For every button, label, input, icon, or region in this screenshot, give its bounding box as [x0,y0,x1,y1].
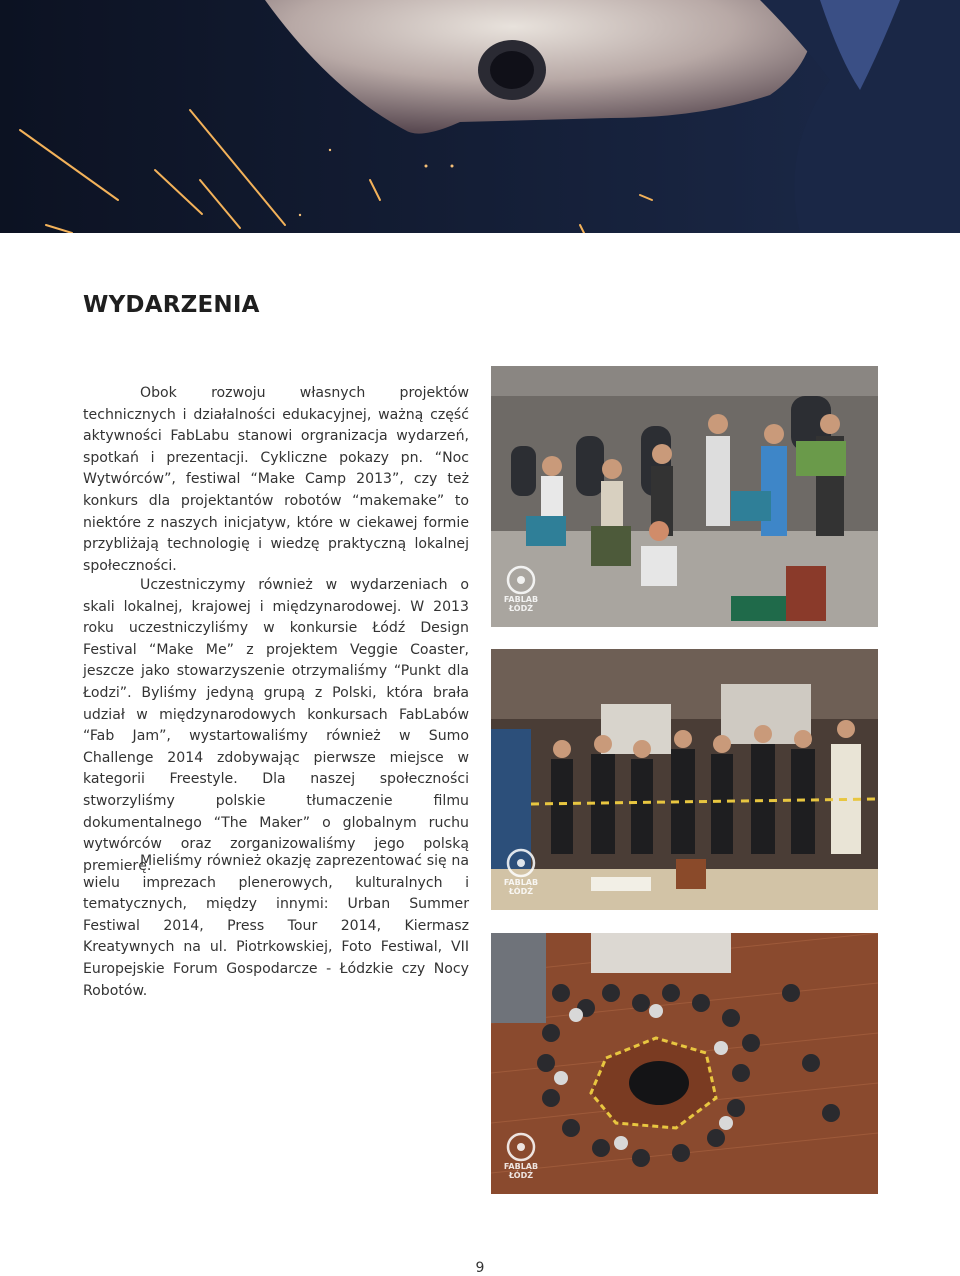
logo-text-line2: ŁÓDŹ [508,1171,534,1180]
paragraph-text: Obok rozwoju własnych projektów technicznych i działalności edukacyjnej, ważną część aktywności FabLabu stanowi orgranizacja wydarzeń, spotkań i prezentacji. Cykliczne pokazy pn. “Noc Wytwórców”, festiwal “Make Camp 2013”, czy też konkurs dla projektantów robotów “makemake” to niektóre z naszych inicjatyw, które w ciekawej formie przybliżają technologię i wiedzę praktyczną lokalnej społeczności. [83,385,469,574]
fablab-logo-icon [506,565,536,595]
logo-text-line1: FABLAB [503,1162,539,1171]
logo-text-line2: ŁÓDŹ [508,604,534,613]
photo-sumo-competition [491,649,878,910]
logo-text-line1: FABLAB [503,595,539,604]
paragraph-intro [83,383,469,577]
paragraph-participation [83,575,469,877]
fablab-logo-icon [506,1132,536,1162]
fablab-logo [503,848,539,896]
fablab-logo [503,1132,539,1180]
fablab-logo-icon [506,848,536,878]
paragraph-text: Mieliśmy również okazję zaprezentować się na wielu imprezach plenerowych, kulturalnych i tematycznych, między innymi: Urban Summer Festiwal 2014, Press Tour 2014, Kiermasz Kreatywnych na ul. Piotrkowskiej, Foto Festiwal, VII Europejskie Forum Gospodarcze - Łódzkie czy Nocy Robotów. [83,853,469,999]
fablab-logo [503,565,539,613]
section-heading: WYDARZENIA [83,292,260,318]
paragraph-text: Uczestniczymy również w wydarzeniach o skali lokalnej, krajowej i międzynarodowej. W 2013 roku uczestniczyliśmy w konkursie Łódź Design Festival “Make Me” z projektem Veggie Coaster, jeszcze jako stowarzyszenie otrzymaliśmy “Punkt dla Łodzi”. Byliśmy jedyną grupą z Polski, która brała udział w międzynarodowych konkursach FabLabów “Fab Jam”, wystartowaliśmy również w Sumo Challenge 2014 zdobywając pierwsze miejsce w kategorii Freestyle. Dla naszej społeczności stworzyliśmy polskie tłumaczenie filmu dokumentalnego “The Maker” o globalnym ruchu wytwórców oraz zorganizowaliśmy jego polską premierę. [83,577,469,874]
hero-welding-photo [0,0,960,233]
photo-robot-arena-aerial [491,933,878,1194]
logo-text-line2: ŁÓDŹ [508,887,534,896]
logo-text-line1: FABLAB [503,878,539,887]
photo-group-outdoor [491,366,878,627]
page-number: 9 [475,1260,485,1276]
paragraph-events [83,851,469,1002]
